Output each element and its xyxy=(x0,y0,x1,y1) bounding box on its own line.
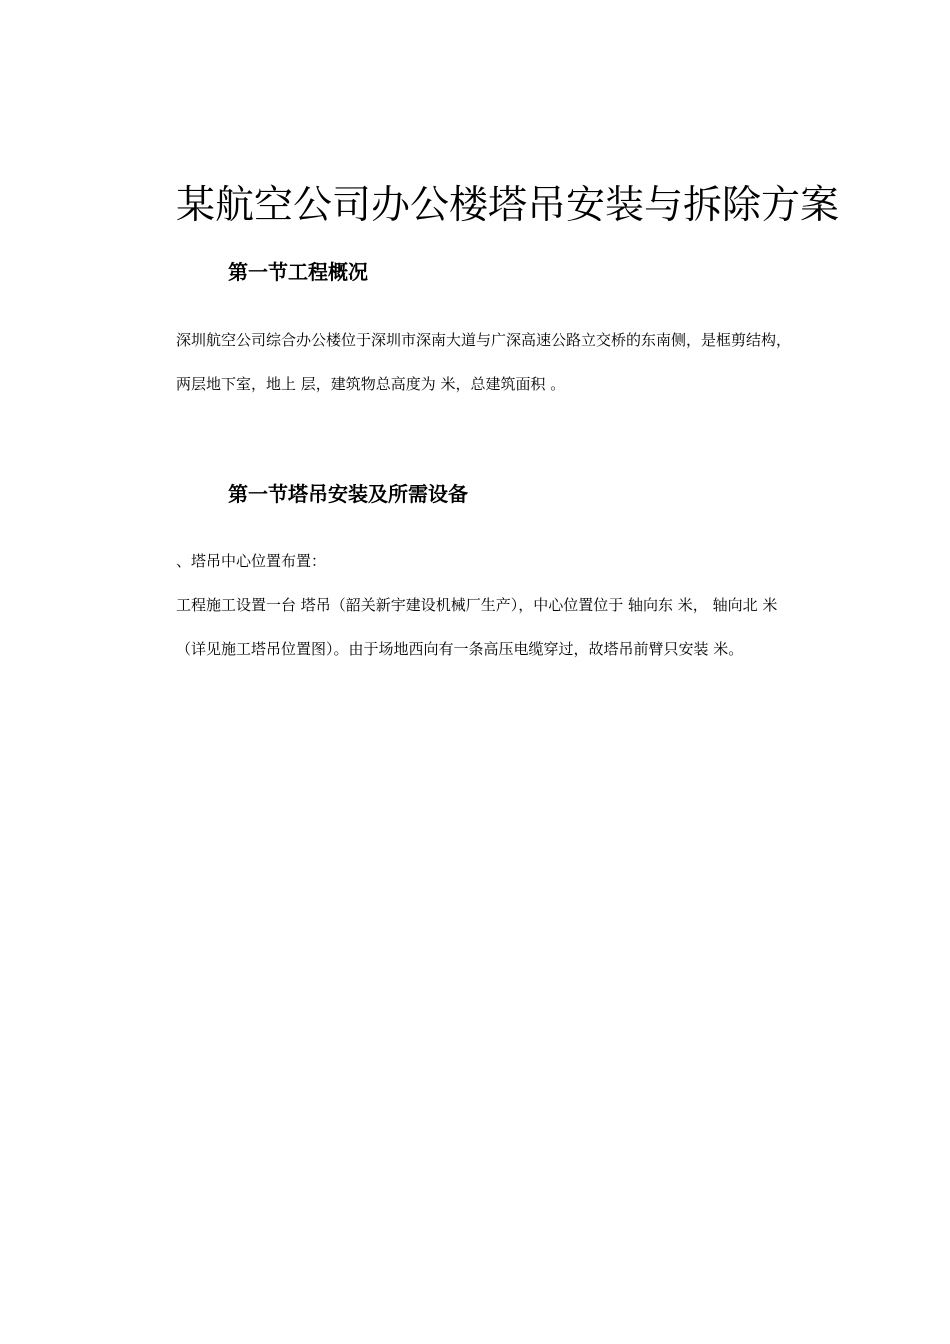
crane-position-subheading: 、塔吊中心位置布置： xyxy=(176,552,327,570)
project-overview-line-1: 深圳航空公司综合办公楼位于深圳市深南大道与广深高速公路立交桥的东南侧，是框剪结构， xyxy=(176,331,792,349)
crane-installation-line-2: （详见施工塔吊位置图）。由于场地西向有一条高压电缆穿过，故塔吊前臂只安装 米。 xyxy=(176,640,744,658)
section-heading-project-overview: 第一节工程概况 xyxy=(228,260,368,284)
document-title: 某航空公司办公楼塔吊安装与拆除方案 xyxy=(176,183,840,228)
crane-installation-line-1: 工程施工设置一台 塔吊（韶关新宇建设机械厂生产），中心位置位于 轴向东 米， 轴向北 米 xyxy=(176,596,778,614)
section-heading-crane-installation: 第一节塔吊安装及所需设备 xyxy=(228,482,468,506)
project-overview-line-2: 两层地下室，地上 层，建筑物总高度为 米，总建筑面积 。 xyxy=(176,375,566,393)
